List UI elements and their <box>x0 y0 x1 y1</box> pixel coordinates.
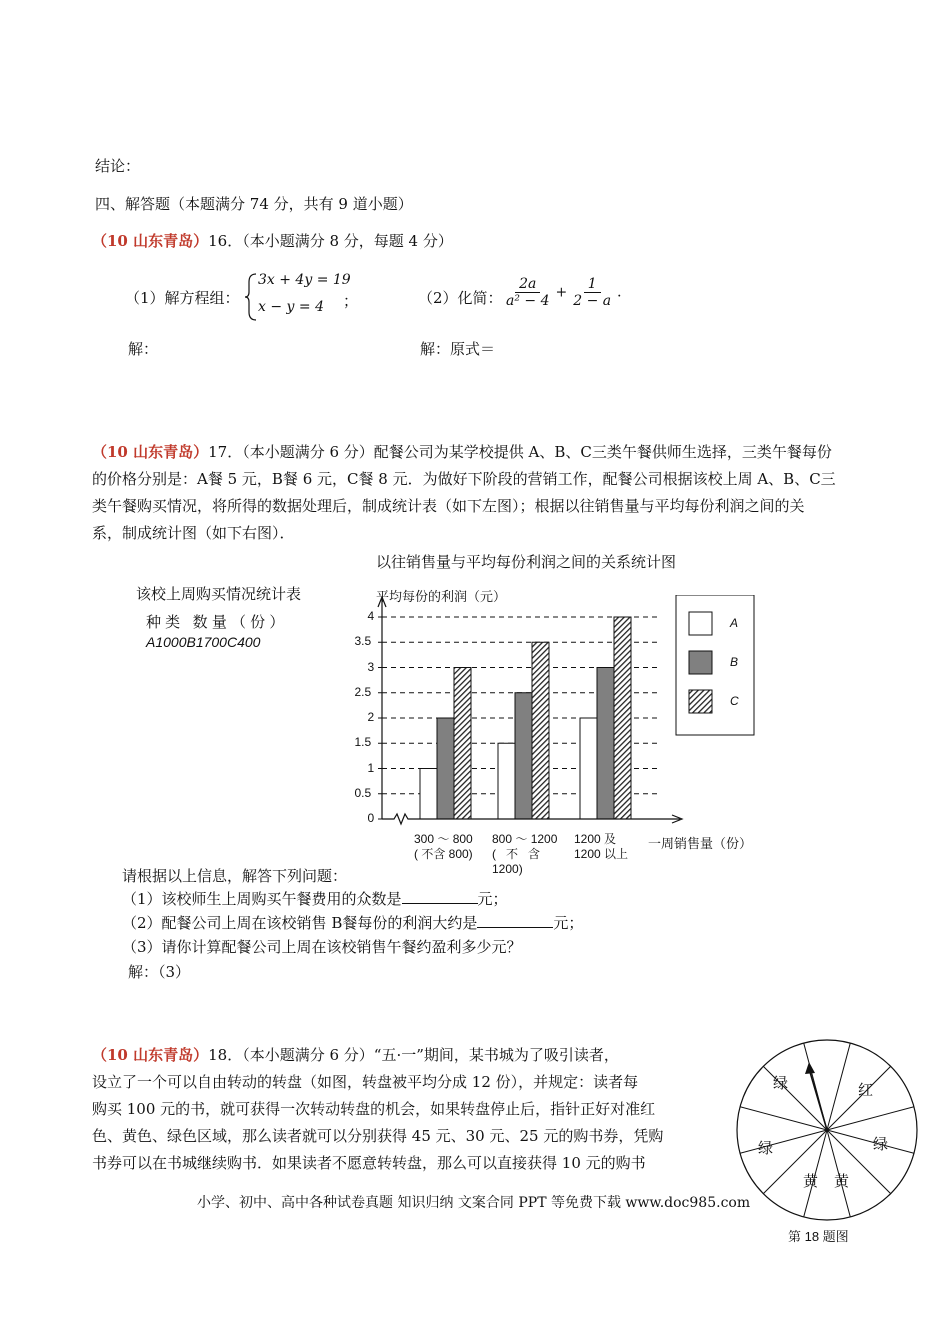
y-tick-label: 2.5 <box>354 684 372 699</box>
answer-blank-2[interactable] <box>477 913 553 928</box>
q18-line-1: 18．（本小题满分 6 分）“五·一”期间，某书城为了吸引读者， <box>208 1046 619 1064</box>
wheel-label-green-1: 绿 <box>773 1075 789 1092</box>
bar-B-2 <box>515 693 532 819</box>
q16-part2-label: （2）化简： <box>418 289 503 307</box>
spinner-wheel <box>734 1037 920 1223</box>
wheel-label-yellow-1: 黄 <box>803 1173 819 1190</box>
legend-swatch-A <box>689 612 712 635</box>
y-tick-label: 4 <box>367 609 375 623</box>
q17-ask-1: （1）该校师生上周购买午餐费用的众数是 元； <box>122 890 508 908</box>
y-tick-label: 2 <box>367 710 375 724</box>
simplify-expression <box>500 276 631 309</box>
q16-solution-2: 解：原式＝ <box>420 340 496 358</box>
legend-box <box>676 595 754 735</box>
chart-y-label: 平均每份的利润（元） <box>376 589 507 604</box>
bar-chart <box>340 595 780 835</box>
bar-C-3 <box>614 617 631 819</box>
q17-ask-2: （2）配餐公司上周在该校销售 B餐每份的利润大约是 元； <box>122 914 584 932</box>
equation-2: x − y = 4 <box>258 299 324 315</box>
q18-line-4: 色、黄色、绿色区域，那么读者就可以分别获得 45 元、30 元、25 元的购书券，凭购 <box>92 1127 664 1145</box>
legend-swatch-C <box>689 690 712 713</box>
q17-ask: 请根据以上信息，解答下列问题： <box>122 867 348 885</box>
y-tick-label: 3 <box>367 659 375 674</box>
bar-A-1 <box>420 769 437 820</box>
q17-line-2: 的价格分别是：A餐 5 元，B餐 6 元，C餐 8 元．为做好下阶段的营销工作，配餐公司根据该校上周 A、B、C三 <box>92 470 836 488</box>
q17-ask-3: （3）请你计算配餐公司上周在该校销售午餐约盈利多少元？ <box>122 938 522 956</box>
fraction-1-denominator: a² − 4 <box>506 293 550 309</box>
bar-B-3 <box>597 668 614 820</box>
fraction-2-numerator: 1 <box>584 276 601 293</box>
legend-label-B: B <box>730 655 739 669</box>
bar-C-1 <box>454 668 471 820</box>
footer-text: 小学、初中、高中各种试卷真题 知识归纳 文案合同 PPT 等免费下载 www.doc985.com <box>197 1195 751 1211</box>
q16-part1-label: （1）解方程组： <box>125 289 240 307</box>
question-source: （10 山东青岛） <box>92 1046 209 1064</box>
period: ． <box>617 284 632 301</box>
q17-solution: 解：（3） <box>128 963 191 981</box>
fraction-2-denominator: 2 − a <box>573 293 612 309</box>
q18-line-2: 设立了一个可以自由转动的转盘（如图，转盘被平均分成 12 份），并规定：读者每 <box>92 1073 639 1091</box>
wheel-label-green-3: 绿 <box>873 1136 889 1153</box>
wheel-label-green-2: 绿 <box>758 1140 774 1157</box>
plus-sign: + <box>555 284 568 301</box>
q18-line-5: 书券可以在书城继续购书．如果读者不愿意转转盘，那么可以直接获得 10 元的购书 <box>92 1154 646 1172</box>
section-heading: 四、解答题（本题满分 74 分，共有 9 道小题） <box>95 195 413 213</box>
q17-line-1: 17．（本小题满分 6 分）配餐公司为某学校提供 A、B、C三类午餐供师生选择，三类午餐每份 <box>208 443 832 461</box>
x-category-label: 800 ～ 1200 ( 不 含 1200) <box>492 832 558 876</box>
chart-title: 以往销售量与平均每份利润之间的关系统计图 <box>376 554 677 571</box>
question-17-text <box>92 439 904 547</box>
semicolon: ； <box>343 292 359 310</box>
question-16-title: 16．（本小题满分 8 分，每题 4 分） <box>208 232 453 250</box>
y-tick-label: 0.5 <box>354 785 372 800</box>
y-tick-label: 3.5 <box>354 634 372 649</box>
x-category-label: 300 ～ 800 ( 不含 800) <box>414 832 473 861</box>
legend-label-C: C <box>730 694 739 708</box>
q16-solution-1: 解： <box>128 340 159 358</box>
q18-line-3: 购买 100 元的书，就可获得一次转动转盘的机会，如果转盘停止后，指针正好对准红 <box>92 1100 656 1118</box>
equation-1: 3x + 4y = 19 <box>258 272 351 288</box>
y-tick-label: 1 <box>367 760 375 775</box>
chart-x-label: 一周销售量（份） <box>648 836 753 851</box>
bar-A-2 <box>498 743 515 819</box>
question-16-header <box>92 230 453 252</box>
q17-line-4: 系，制成统计图（如下右图）． <box>92 524 295 542</box>
y-tick-label: 1.5 <box>354 735 372 750</box>
legend-swatch-B <box>689 651 712 674</box>
legend-label-A: A <box>730 616 739 630</box>
q17-line-3: 类午餐购买情况，将所得的数据处理后，制成统计表（如下左图）；根据以往销售量与平均每份利润之间的关 <box>92 497 805 515</box>
table-rows: A1000B1700C400 <box>146 634 261 650</box>
table-title: 该校上周购买情况统计表 <box>136 586 302 603</box>
fraction-1-numerator: 2a <box>515 276 540 293</box>
bar-A-3 <box>580 718 597 819</box>
figure-18-caption: 第 18 题图 <box>788 1229 849 1244</box>
bar-C-2 <box>532 642 549 819</box>
question-source: （10 山东青岛） <box>92 232 209 250</box>
bar-B-1 <box>437 718 454 819</box>
question-18-text <box>92 1042 732 1177</box>
wheel-label-yellow-2: 黄 <box>834 1173 850 1190</box>
question-source: （10 山东青岛） <box>92 443 209 461</box>
wheel-label-red: 红 <box>858 1082 874 1099</box>
y-tick-label: 0 <box>367 811 375 825</box>
table-header: 种 类 数 量 （ 份 ） <box>146 614 285 631</box>
conclusion-label: 结论： <box>95 157 141 175</box>
x-category-label: 1200 及 1200 以上 <box>574 832 629 861</box>
answer-blank-1[interactable] <box>402 889 478 904</box>
brace-icon <box>244 272 258 322</box>
